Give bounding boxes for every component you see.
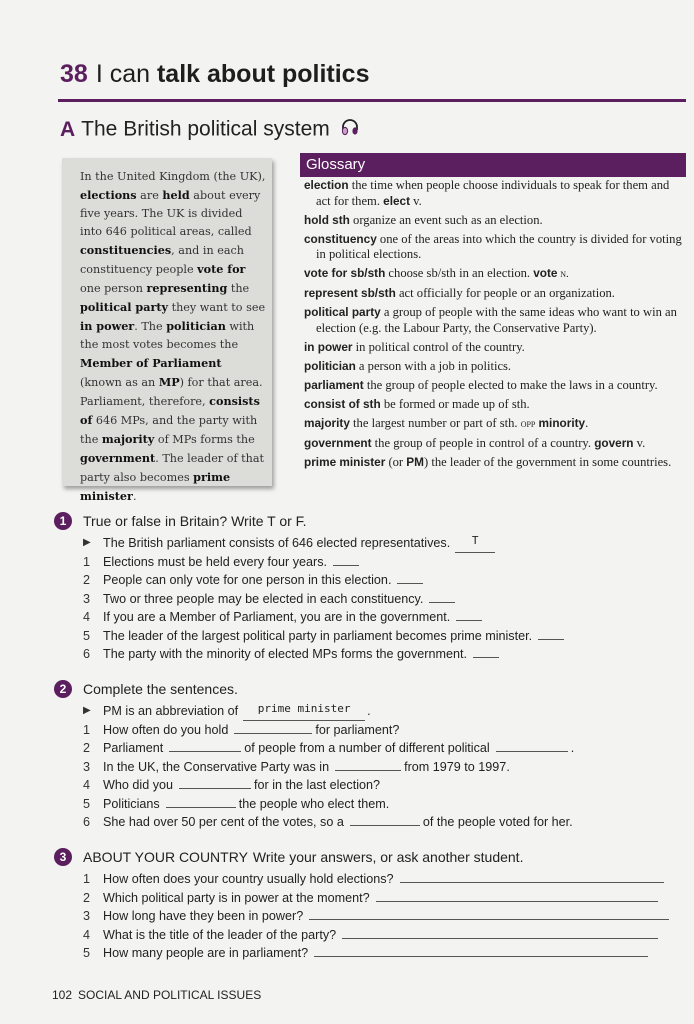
unit-title-plain: I can [95, 60, 151, 88]
glossary-term: consist of sth [304, 396, 381, 411]
exercise-item [83, 813, 577, 832]
footer-section: SOCIAL AND POLITICAL ISSUES [78, 988, 262, 1002]
item-text: She had over 50 per cent of the votes, so a [103, 815, 344, 829]
exercise-1 [54, 511, 567, 664]
exercise-heading [54, 511, 567, 531]
glossary-term: vote for sb/sth [304, 266, 386, 280]
glossary-definition: the largest number or part of sth. [349, 415, 521, 430]
blank-field[interactable] [397, 571, 423, 584]
item-number: 3 [83, 591, 91, 606]
text-segment: the [227, 282, 250, 295]
glossary-term: government [304, 435, 372, 450]
key-term: elections [80, 188, 137, 202]
blank-field[interactable] [376, 889, 658, 902]
text-segment: . The [134, 320, 167, 333]
exercise-item [83, 590, 567, 609]
glossary-entry [304, 416, 686, 433]
exercise-2 [54, 679, 577, 832]
exercise-item [83, 702, 577, 721]
text-segment: . The leader of that party also becomes [80, 452, 265, 484]
key-term: prime minister [80, 470, 231, 503]
key-term: politician [166, 319, 226, 333]
exercise-heading [54, 679, 577, 699]
item-text: If you are a Member of Parliament, you are in the government. [103, 610, 451, 624]
glossary-term: parliament [304, 377, 364, 392]
page-number: 102 [52, 988, 73, 1002]
item-text: of the people voted for her. [422, 815, 573, 829]
glossary-term: in power [304, 339, 353, 354]
text-segment: of MPs forms the [154, 433, 255, 446]
exercise-item [83, 758, 577, 777]
blank-field[interactable] [234, 721, 312, 734]
text-segment: 646 MPs, and the party with the [80, 414, 258, 446]
text-segment: about every five years. The UK is divided into 646 political areas, called [80, 189, 261, 238]
glossary-entry [304, 305, 686, 336]
exercise-heading [54, 847, 672, 867]
glossary-definition: one of the areas into which the country is divided for voting in political elections. [316, 231, 682, 261]
item-text: How often do you hold [103, 722, 229, 737]
item-number: 4 [83, 927, 91, 942]
exercise-item [83, 627, 567, 646]
exercise-instruction: Complete the sentences. [83, 681, 238, 697]
glossary-definition: the time when people choose individuals to speak for them and act for them. [316, 178, 670, 208]
unit-number: 38 [60, 60, 88, 88]
unit-title-bold: talk about politics [156, 60, 370, 88]
glossary-definition: organize an event such as an election. [349, 212, 543, 227]
glossary-entry [304, 378, 686, 394]
glossary-term: govern [594, 435, 634, 450]
glossary-entry [304, 397, 686, 413]
text-segment: with the most votes becomes the [80, 320, 255, 351]
blank-field[interactable] [342, 926, 658, 939]
key-term: representing [146, 281, 228, 295]
glossary-definition: the group of people in control of a country. [371, 435, 595, 450]
item-text: The leader of the largest political party in parliament becomes prime minister. [103, 628, 533, 643]
item-text: How long have they been in power? [103, 909, 304, 923]
glossary-definition: be formed or made up of sth. [380, 396, 530, 411]
item-text: . [367, 704, 371, 718]
item-text: What is the title of the leader of the party? [103, 927, 337, 942]
glossary-definition: a person with a job in politics. [355, 358, 512, 373]
glossary-definition: n. [557, 268, 569, 280]
text-segment: In the United Kingdom (the UK), [80, 170, 266, 183]
item-text: People can only vote for one person in this election. [103, 573, 392, 587]
glossary-header: Glossary [300, 153, 686, 177]
audio-headphones-icon[interactable] [340, 117, 360, 143]
exercise-number-badge: 3 [54, 848, 72, 866]
glossary-term: hold sth [304, 212, 350, 227]
item-number: 2 [83, 741, 91, 755]
blank-field[interactable] [309, 907, 669, 920]
glossary-term: vote [533, 266, 558, 280]
item-text: Two or three people may be elected in each constituency. [103, 591, 424, 606]
key-term: constituencies [80, 243, 172, 257]
page-footer [52, 988, 261, 1002]
glossary-list [304, 178, 686, 474]
blank-field[interactable] [314, 944, 648, 957]
glossary-definition: the group of people elected to make the laws in a country. [363, 377, 658, 392]
item-text: How many people are in parliament? [103, 946, 309, 960]
exercise-instruction: Write your answers, or ask another student. [252, 849, 524, 865]
glossary-definition: opp [520, 417, 536, 430]
unit-title [60, 60, 370, 89]
exercise-items [83, 702, 577, 832]
key-term: MP [158, 375, 180, 389]
blank-field[interactable] [333, 553, 359, 566]
item-number: 2 [83, 890, 91, 905]
text-segment: they want to see [168, 301, 266, 314]
section-title: The British political system [81, 117, 330, 141]
key-term: held [162, 188, 190, 202]
exercise-item [83, 553, 567, 572]
exercise-item [83, 870, 672, 889]
item-number: 3 [83, 909, 91, 923]
blank-field[interactable] [456, 608, 482, 621]
item-number: 4 [83, 610, 91, 624]
section-letter: A [60, 117, 76, 141]
blank-field[interactable] [429, 590, 455, 603]
glossary-entry [304, 359, 686, 375]
glossary-term: elect [383, 193, 411, 208]
item-text: Parliament [103, 741, 164, 755]
exercise-items [83, 534, 567, 664]
item-text: the people who elect them. [238, 796, 390, 811]
glossary-term: election [304, 178, 349, 192]
glossary-term: political party [304, 305, 381, 319]
glossary-definition: (or [385, 454, 407, 469]
blank-field[interactable] [350, 813, 420, 826]
item-number: 1 [83, 722, 91, 737]
glossary-term: PM [406, 454, 424, 469]
glossary-term: constituency [304, 231, 377, 246]
exercise-instruction: True or false in Britain? Write T or F. [83, 513, 307, 529]
exercise-item [83, 721, 577, 740]
item-number: 5 [83, 946, 91, 960]
text-segment: ) for that area. Parliament, therefore, [80, 376, 263, 408]
item-text: In the UK, the Conservative Party was in [103, 759, 330, 774]
text-segment: one person [80, 282, 147, 295]
glossary-definition: act officially for people or an organization. [395, 286, 615, 300]
item-text: Elections must be held every four years. [103, 554, 327, 569]
glossary-definition: ) the leader of the government in some countries. [423, 454, 672, 469]
item-number: 2 [83, 573, 91, 587]
item-text: Politicians [103, 796, 160, 811]
glossary-definition: v. [633, 435, 646, 450]
exercise-item [83, 944, 672, 963]
exercise-item [83, 795, 577, 814]
exercise-item [83, 571, 567, 590]
answer-field[interactable]: prime minister [243, 702, 365, 721]
glossary-term: prime minister [304, 454, 386, 469]
exercise-3 [54, 847, 672, 963]
title-divider [58, 99, 686, 102]
key-term: Member of Parliament [80, 356, 222, 370]
item-text: The British parliament consists of 646 elected representatives. [103, 536, 451, 550]
item-number: 1 [83, 554, 91, 569]
glossary-definition: choose sb/sth in an election. [385, 266, 534, 280]
item-text: of people from a number of different political [244, 741, 490, 755]
exercise-item [83, 776, 577, 795]
blank-field[interactable] [400, 870, 664, 883]
text-segment: are [136, 189, 163, 202]
blank-field[interactable] [496, 739, 568, 752]
blank-field[interactable] [335, 758, 401, 771]
text-segment: , and in each constituency people [80, 244, 244, 276]
glossary-definition: a group of people with the same ideas who want to win an election (e.g. the Labour Party, the Conservative Party). [316, 305, 677, 335]
glossary-term: represent sb/sth [304, 286, 396, 300]
exercise-item [83, 907, 672, 926]
blank-field[interactable] [169, 739, 241, 752]
example-arrow-icon: ▶ [83, 537, 91, 548]
item-number: 5 [83, 796, 91, 811]
glossary-entry [304, 340, 686, 356]
glossary-entry [304, 436, 686, 452]
glossary-definition: v. [410, 193, 422, 208]
key-term: in power [80, 319, 135, 333]
example-arrow-icon: ▶ [83, 705, 91, 716]
exercise-item [83, 739, 577, 758]
glossary-entry [304, 286, 686, 302]
glossary-term: politician [304, 358, 356, 373]
exercise-item [83, 608, 567, 627]
glossary-entry [304, 455, 686, 471]
glossary-entry [304, 178, 686, 209]
glossary-term: majority [304, 415, 350, 430]
exercise-item [83, 645, 567, 664]
item-text: . [570, 741, 575, 755]
answer-field[interactable]: T [455, 534, 495, 553]
exercise-item [83, 534, 567, 553]
text-segment: (known as an [80, 376, 159, 389]
blank-field[interactable] [166, 795, 236, 808]
item-text: The party with the minority of elected MPs forms the government. [103, 647, 467, 661]
exercise-number-badge: 1 [54, 512, 72, 530]
item-text: Which political party is in power at the moment? [103, 890, 370, 905]
item-text: Who did you [103, 778, 174, 792]
item-number: 3 [83, 759, 91, 774]
item-number: 4 [83, 778, 91, 792]
exercise-item [83, 889, 672, 908]
blank-field[interactable] [538, 627, 564, 640]
reading-text-box [62, 158, 272, 503]
item-number: 5 [83, 628, 91, 643]
glossary-term: minority [538, 415, 586, 430]
item-text: How often does your country usually hold elections? [103, 872, 394, 886]
key-term: majority [101, 432, 155, 446]
section-a-heading [60, 117, 360, 143]
item-number: 6 [83, 815, 91, 829]
key-term: vote for [197, 262, 246, 276]
item-text: for in the last election? [254, 778, 381, 792]
text-segment: . [132, 490, 137, 503]
item-text: PM is an abbreviation of [103, 704, 239, 718]
item-number: 6 [83, 647, 91, 661]
key-term: political party [80, 300, 169, 314]
key-term: government [80, 451, 156, 465]
exercise-items [83, 870, 672, 963]
glossary-definition: in political control of the country. [352, 339, 525, 354]
glossary-entry [304, 232, 686, 263]
exercise-number-badge: 2 [54, 680, 72, 698]
item-number: 1 [83, 872, 91, 886]
key-term: consists of [80, 394, 260, 427]
glossary-entry [304, 266, 686, 283]
glossary-definition: . [585, 415, 589, 430]
blank-field[interactable] [473, 645, 499, 658]
glossary-entry [304, 213, 686, 229]
exercise-item [83, 926, 672, 945]
item-text: from 1979 to 1997. [404, 759, 510, 774]
blank-field[interactable] [179, 776, 251, 789]
item-text: for parliament? [315, 722, 400, 737]
exercise-instruction-caps: ABOUT YOUR COUNTRY [83, 849, 248, 865]
